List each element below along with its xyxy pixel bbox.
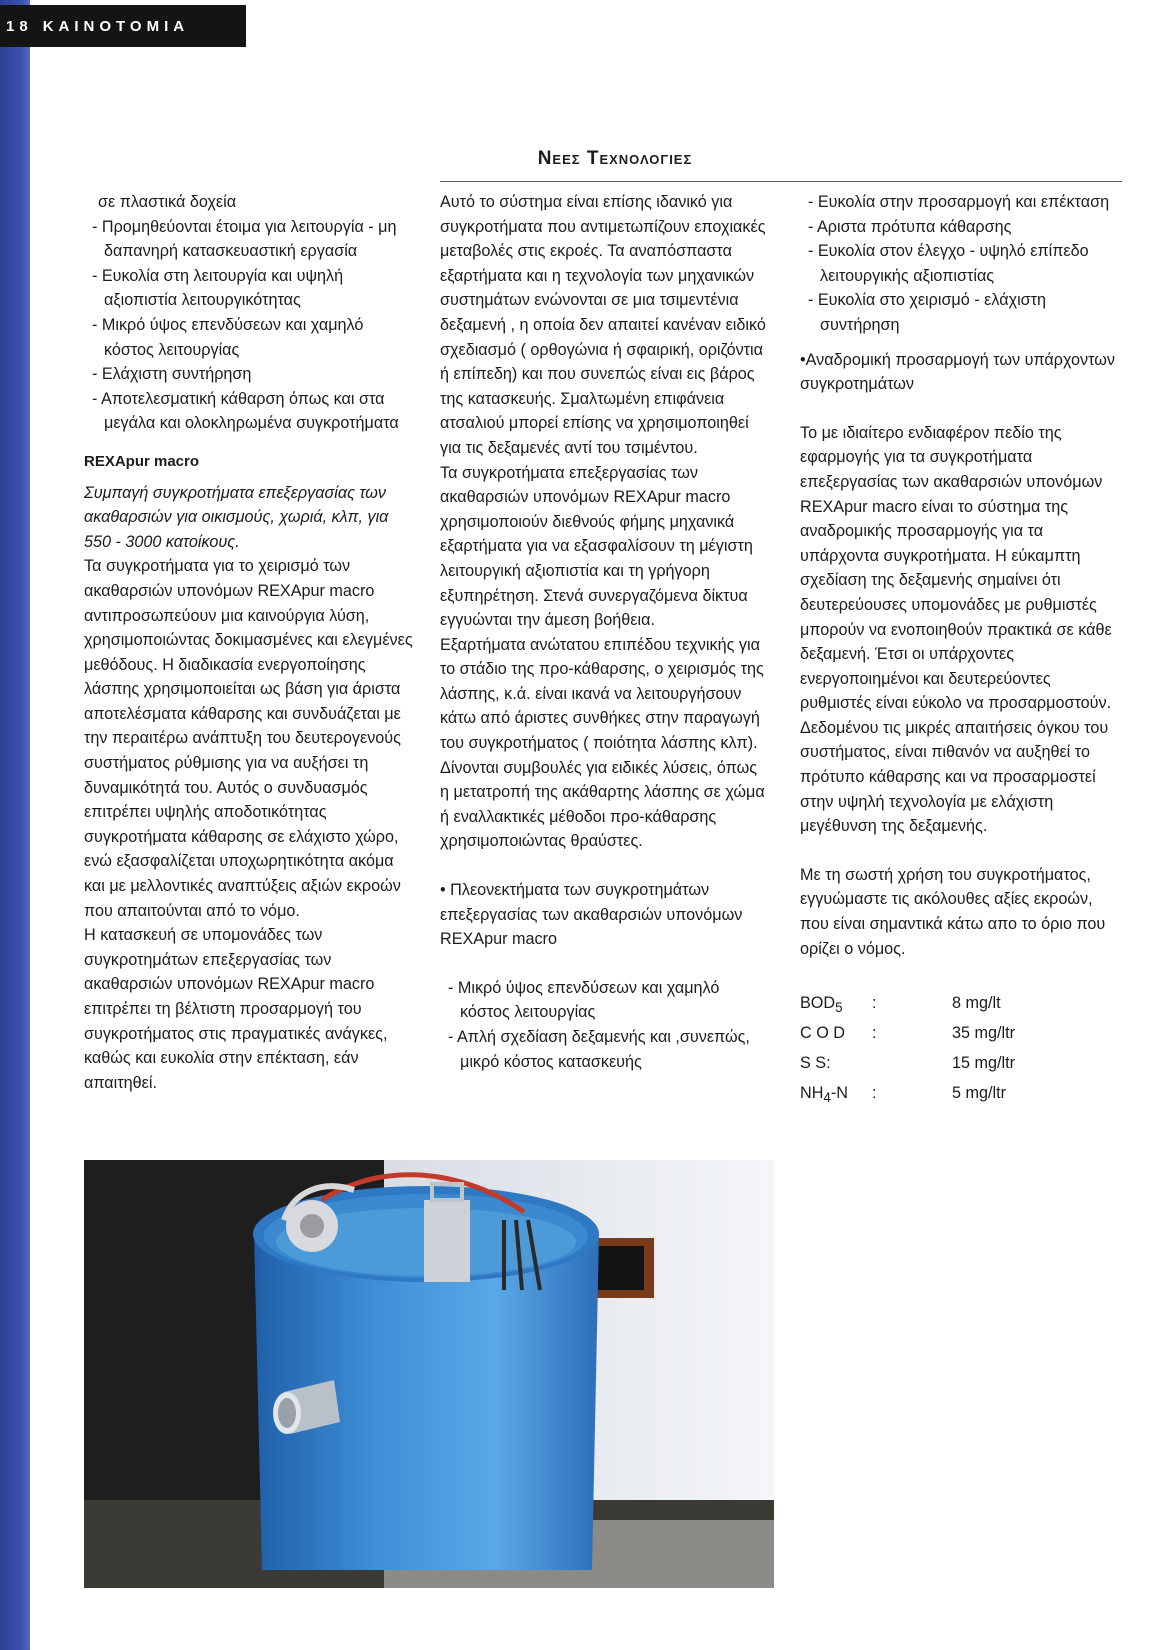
list-item: - Αριστα πρότυπα κάθαρσης	[808, 217, 1012, 236]
bullet-paragraph: •Αναδρομική προσαρμογή των υπάρχοντων συγκροτημάτων	[800, 350, 1116, 394]
parameter-name: $NH_4-N$	[800, 1083, 848, 1105]
parameter-name: S S:	[800, 1053, 831, 1072]
paragraph: Αυτό το σύστημα είναι επίσης ιδανικό για συγκροτήματα που αντιμετωπίζουν εποχιακές μεταβολές στις εκροές. Τα αναπόσπαστα εξαρτήματα και η τεχνολογία των μηχανικών συστημάτων ενώνονται σε μια τσιμεντένια δεξαμενή , η οποία δεν απαιτεί κανέναν ειδικό σχεδιασμό ( ορθογώνια ή σφαιρική, οριζόντια ή επίπεδη) και που συνεπώς είναι εις βάρος της κατασκευής. Σμαλτωμένη επιφάνεια ατσαλιού μπορεί επίσης να χρησιμοποιηθεί για τις δεξαμενές αντί του τσιμέντου.	[440, 193, 766, 457]
column-3	[800, 190, 1122, 1111]
paragraph: Εξαρτήματα ανώτατου επιπέδου τεχνικής για το στάδιο της προ-κάθαρσης, ο χειρισμός της λάσπης, κ.ά. είναι ικανά να λειτουργήσουν κάτω από άριστες συνθήκες στην παραγωγή του συγκροτήματος ( ποιότητα λάσπης κλπ). Δίνονται συμβουλές για ειδικές λύσεις, όπως η μετατροπή της ακάθαρτης λάσπης σε χώμα ή εναλλακτικές μέθοδοι προ-κάθαρσης χρησιμοποιώντας θραύστες.	[440, 635, 765, 851]
paragraph: Με τη σωστή χρήση του συγκροτήματος, εγγυώμαστε τις ακόλουθες αξίες εκροών, που είναι σημαντικά κάτω απο το όριο που ορίζει ο νόμος.	[800, 865, 1106, 958]
list-item: - Ευκολία στη λειτουργία και υψηλή αξιοπιστία λειτουργικότητας	[92, 266, 344, 310]
parameter-value: 35 mg/ltr	[952, 1024, 1015, 1043]
paragraph: Η κατασκευή σε υπομονάδες των συγκροτημάτων επεξεργασίας των ακαθαρσιών υπονόμων REXApur macro επιτρέπει τη βέλτιστη προσαρμογή του συγκροτήματος στις πραγματικές ανάγκες, καθώς και ευκολία στην επέκταση, εάν απαιτηθεί.	[84, 926, 388, 1092]
parameter-name: C O D	[800, 1024, 845, 1043]
list-item: - Ευκολία στον έλεγχο - υψηλό επίπεδο λειτουργικής αξιοπιστίας	[808, 242, 1089, 285]
column-1	[84, 190, 416, 1095]
value-row	[800, 1021, 1122, 1051]
parameter-value: 15 mg/ltr	[952, 1053, 1015, 1072]
list-item: - Μικρό ύψος επενδύσεων και χαμηλό κόστος λειτουργίας	[448, 978, 720, 1022]
control-box	[424, 1200, 470, 1282]
page-edge-color-band	[0, 0, 30, 1650]
effluent-values-table	[800, 991, 1122, 1110]
parameter-value: 8 mg/lt	[952, 994, 1001, 1013]
list-item: - Ευκολία στο χειρισμό - ελάχιστη συντήρηση	[808, 291, 1047, 334]
list-item: - Αποτελεσματική κάθαρση όπως και στα μεγάλα και ολοκληρωμένα συγκροτήματα	[92, 389, 399, 433]
parameter-colon	[872, 1051, 952, 1081]
tank-photo-illustration	[84, 1160, 774, 1588]
bullet-paragraph: • Πλεονεκτήματα των συγκροτημάτων επεξεργασίας των ακαθαρσιών υπονόμων REXApur macro	[440, 881, 743, 949]
section-title: Νεες Τεχνολογιες	[537, 148, 693, 169]
lead-paragraph: Συμπαγή συγκροτήματα επεξεργασίας των ακαθαρσιών για οικισμούς, χωριά, κλπ, για 550 - 3000 κατοίκους.	[84, 483, 389, 551]
parameter-colon: :	[872, 1024, 877, 1043]
subheading: REXApur macro	[84, 452, 200, 470]
parameter-value: 5 mg/ltr	[952, 1083, 1006, 1102]
tank-photo	[84, 1160, 774, 1588]
text-line: σε πλαστικά δοχεία	[98, 193, 237, 211]
page-header	[0, 5, 246, 47]
parameter-colon: :	[872, 1083, 877, 1102]
title-rule	[440, 181, 1122, 182]
column-2	[440, 190, 770, 1074]
paragraph: Το με ιδιαίτερο ενδιαφέρον πεδίο της εφαρμογής για τα συγκροτήματα επεξεργασίας των ακαθαρσιών υπονόμων REXApur macro είναι το σύστημα της αναδρομικής προσαρμογής για τα υπάρχοντα συγκροτήματα. Η εύκαμπτη σχεδίαση της δεξαμενής σημαίνει ότι δευτερεύουσες υπομονάδες με ρυθμιστές μπορούν να ενοποιηθούν πρακτικά σε κάθε δεξαμενή. Έτσι οι υπάρχοντες ενεργοποιημένοι και δευτερεύοντες ρυθμιστές είναι εύκολο να προσαρμοστούν. Δεδομένου τις μικρές απαιτήσεις όγκου του συστήματος, είναι πιθανόν να αυξηθεί το πρότυπο κάθαρσης και να προσαρμοστεί στην υψηλή τεχνολογία με ελάχιστη μεγέθυνση της δεξαμενής.	[800, 423, 1112, 836]
paragraph: Τα συγκροτήματα επεξεργασίας των ακαθαρσιών υπονόμων REXApur macro χρησιμοποιούν διεθνούς φήμης μηχανικά εξαρτήματα για να εξασφαλίσουν τη μέγιστη λειτουργική αξιοπιστία και τη γρήγορη εξυπηρέτηση. Στενά συνεργαζόμενα δίκτυα εγγυώνται την άμεση βοήθεια.	[440, 463, 753, 630]
paragraph: Τα συγκροτήματα για το χειρισμό των ακαθαρσιών υπονόμων REXApur macro αντιπροσωπεύουν μια καινούργια λύση, χρησιμοποιώντας δοκιμασμένες και ελεγμένες μεθόδους. Η διαδικασία ενεργοποίησης λάσπης χρησιμοποιείται ως βάση για άριστα αποτελέσματα κάθαρσης και συνδυάζεται με την περαιτέρω ανάπτυξη του δευτερογενούς συστήματος ρύθμισης για να αυξήσει τη δυναμικότητά του. Αυτός ο συνδυασμός επιτρέπει υψηλής αποδοτικότητας συγκροτήματα κάθαρσης σε ελάχιστο χώρο, ενώ εξασφαλίζεται υποχωρητικότητα ακόμα και με μελλοντικές αναπτύξεις αξιών εκροών που απαιτούνται από το νόμο.	[84, 557, 413, 920]
section-label: ΚΑΙΝΟΤΟΜΙΑ	[42, 17, 190, 35]
value-row	[800, 1081, 1122, 1111]
page-number: 18	[6, 17, 33, 35]
list-item: - Προμηθεύονται έτοιμα για λειτουργία - μη δαπανηρή κατασκευαστική εργασία	[92, 217, 397, 261]
parameter-colon: :	[872, 994, 877, 1013]
parameter-name: $BOD_5$	[800, 994, 843, 1016]
list-item: - Ευκολία στην προσαρμογή και επέκταση	[808, 193, 1110, 211]
value-row	[800, 991, 1122, 1021]
list-item: - Ελάχιστη συντήρηση	[92, 365, 252, 384]
list-item: - Μικρό ύψος επενδύσεων και χαμηλό κόστος λειτουργίας	[92, 315, 364, 359]
value-row	[800, 1051, 1122, 1081]
list-item: - Απλή σχεδίαση δεξαμενής και ,συνεπώς, μικρό κόστος κατασκευής	[448, 1028, 750, 1071]
